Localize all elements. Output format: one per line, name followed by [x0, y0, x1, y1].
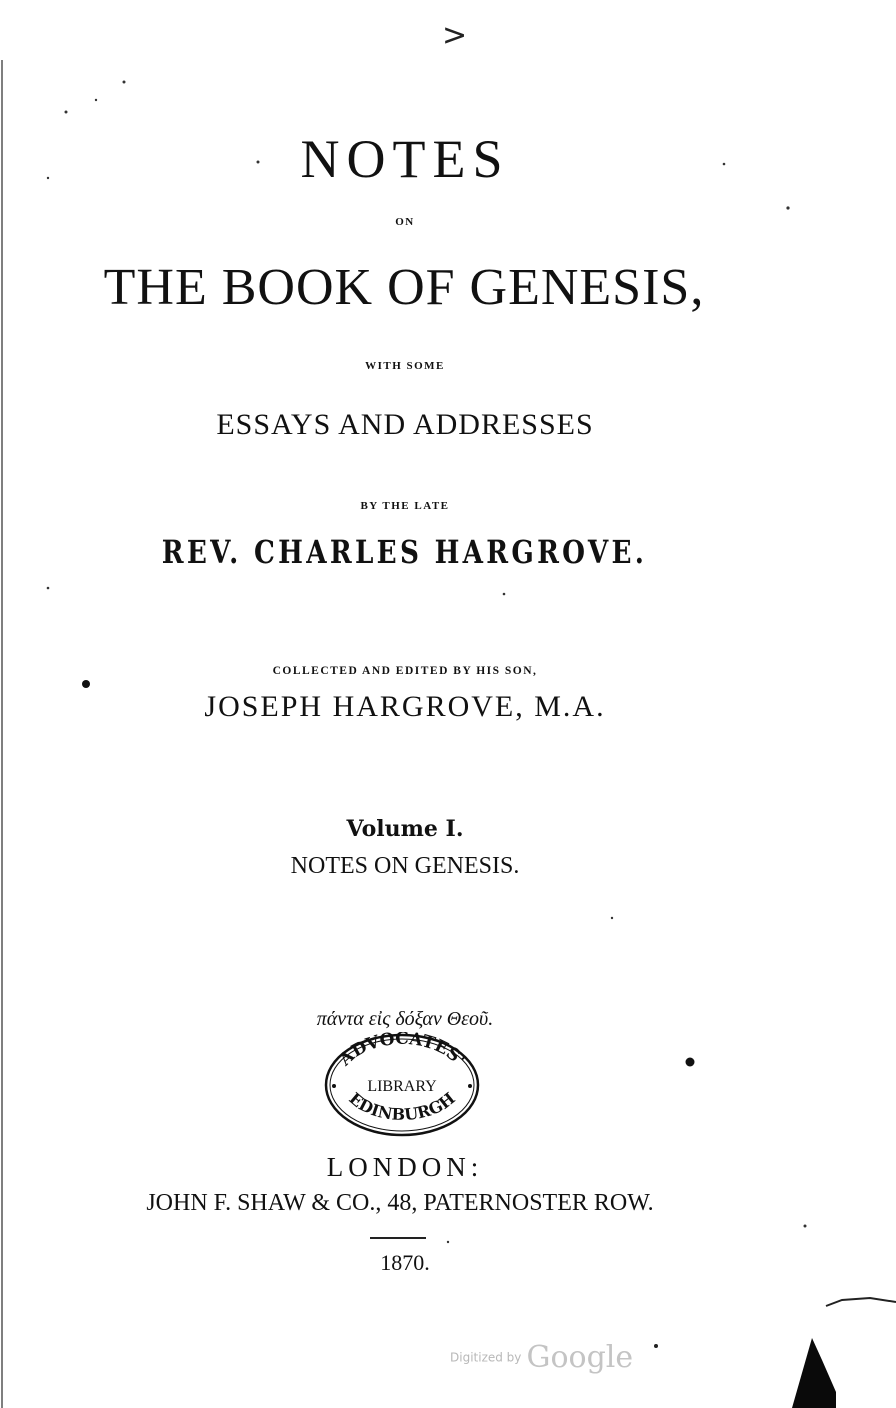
book-title: THE BOOK OF GENESIS, [103, 259, 705, 316]
stamp-bottom-text: EDINBURGH [345, 1088, 459, 1125]
imprint-city: LONDON: [326, 1152, 484, 1182]
stamp-middle-text: LIBRARY [367, 1078, 437, 1095]
subtitle: ESSAYS AND ADDRESSES [216, 408, 594, 441]
volume-label: Volume I. [346, 816, 464, 842]
svg-text:ADVOCATES' [335, 1032, 469, 1071]
stamp-top-text: ADVOCATES' [335, 1032, 470, 1071]
library-stamp [322, 1032, 482, 1138]
google-logo-text: Google [526, 1340, 634, 1375]
imprint-publisher: JOHN F. SHAW & CO., 48, PATERNOSTER ROW. [146, 1190, 654, 1216]
digitized-prefix: Digitized by [450, 1350, 522, 1365]
volume-title: NOTES ON GENESIS. [290, 853, 520, 879]
imprint-year: 1870. [380, 1250, 430, 1275]
editor-name: JOSEPH HARGROVE, M.A. [204, 690, 606, 723]
editor-prefix: COLLECTED AND EDITED BY HIS SON, [272, 665, 538, 677]
scan-caret-mark: > [442, 18, 468, 53]
title-connector-on: ON [395, 216, 415, 228]
digitized-watermark [450, 1340, 633, 1375]
author-name: REV. CHARLES HARGROVE. [161, 533, 648, 571]
title-notes: NOTES [300, 129, 510, 189]
subtitle-connector: WITH SOME [365, 360, 445, 372]
greek-motto: πάντα εἰς δόξαν Θεοῦ. [316, 1008, 494, 1030]
author-prefix: BY THE LATE [360, 500, 450, 512]
imprint-rule [370, 1237, 426, 1239]
